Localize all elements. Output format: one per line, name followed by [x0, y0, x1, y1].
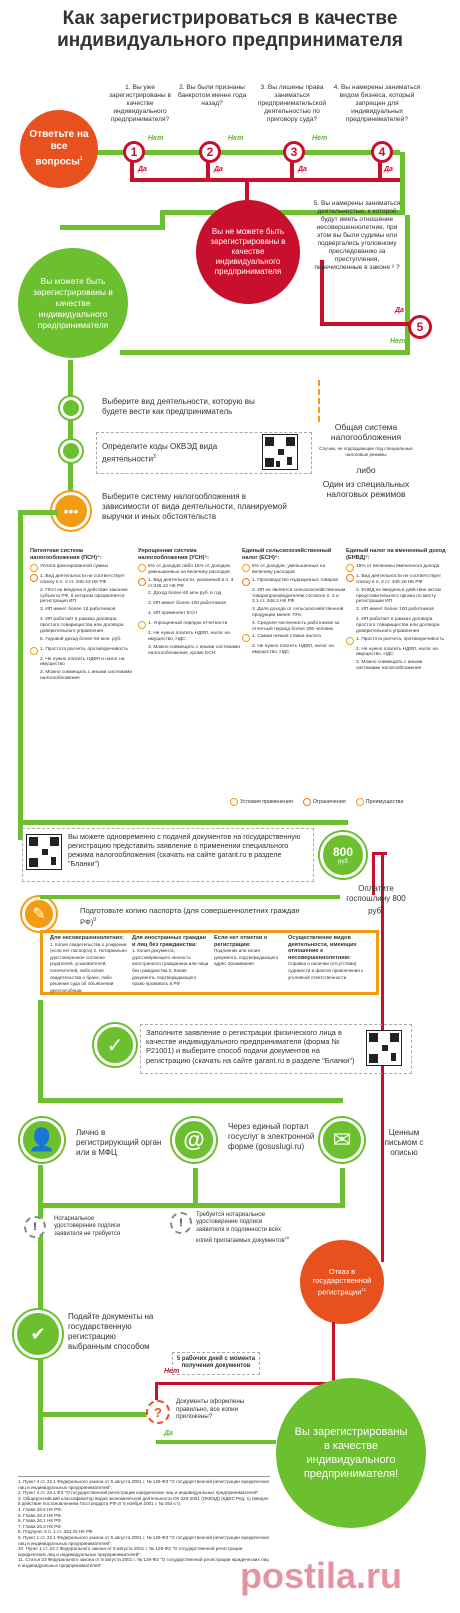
restriction-icon — [138, 578, 146, 586]
notary-required-text: Требуется нотариальное удостоверение подписи заявителя и подлинности всех копий прилагаемых документов — [196, 1212, 285, 1245]
method-online-text: Через единый портал госуслуг в электронной форме (gosuslugi.ru) — [228, 1122, 315, 1151]
step-marker — [60, 440, 82, 462]
footnote: 7. Глава 26.3 НК РФ. — [18, 1523, 63, 1529]
tax-item-text: 2. ЕНВД не введена в действие актом представительного органа по месту регистрации ИП — [356, 587, 441, 605]
method-online-button[interactable] — [172, 1118, 216, 1162]
tax-item — [346, 647, 446, 659]
tax-item — [138, 631, 242, 643]
flow-line — [340, 1168, 345, 1203]
restriction-icon — [30, 574, 38, 582]
yes-label: Да — [384, 166, 393, 173]
question-2-marker: 2 — [199, 141, 221, 163]
restriction-icon — [346, 574, 354, 582]
docs-text: Справка о наличии (отсутствии) судимости и фактов привлечения к уголовной ответственности — [288, 961, 364, 980]
footnote: 10. Пункт 1 ст. 22.1 Федерального закона от 8 августа 2001 г. № 129-ФЗ "О государственной регистрации юридических лиц и индивидуальных предпринимателей". — [18, 1546, 243, 1557]
tax-item-text: 3. ИП имеет более 15 работников — [40, 607, 116, 613]
general-tax-title: Общая система налогообложения — [330, 422, 402, 442]
okved-label: Определите коды ОКВЭД вида деятельности — [102, 442, 218, 464]
refusal-circle — [300, 1240, 384, 1324]
method-mail-button[interactable] — [320, 1118, 364, 1162]
docs-title: Осуществление видов деятельности, имеющих отношение к несовершеннолетним: — [288, 935, 357, 961]
tax-item-text: 4. ИП работает в рамках договора простого товарищества или договора доверительного управления — [356, 617, 440, 634]
info-icon: ! — [170, 1212, 192, 1234]
notary-not-required: Нотариальное удостоверение подписи заявителя не требуется — [54, 1216, 121, 1237]
no-label: Нет — [312, 135, 328, 142]
flow-line — [40, 895, 340, 899]
fee-unit: руб — [338, 859, 348, 865]
method-mail-text: Ценным письмом с описью — [384, 1128, 424, 1157]
footnotes — [18, 1476, 270, 1569]
legend-item — [356, 798, 404, 806]
no-label: Нет — [164, 1368, 180, 1375]
tax-item-text: 3. Можно совмещать с иными системами налогообложения — [356, 660, 423, 671]
tax-item-text: 6% от доходов либо 15% от доходов, уменьшенных на величину расходов — [148, 564, 231, 575]
tax-item — [138, 601, 242, 609]
tax-item-text: 1. Самая низкая ставка налога — [252, 634, 321, 640]
footnote: 4. Глава 26.5 НК РФ. — [18, 1506, 63, 1512]
qr-code-icon[interactable] — [26, 834, 62, 870]
tax-item — [138, 578, 242, 590]
tax-item-text: 2. Не нужно платить НДФЛ, налог на имущество, НДС — [252, 644, 334, 656]
footnote: 5. Глава 26.2 НК РФ. — [18, 1512, 63, 1518]
advantage-icon — [138, 621, 146, 629]
question-4-text: 4. Вы намерены заниматься видом бизнеса, который запрещен для индивидуальных предпринимателей? — [333, 84, 421, 123]
general-tax-note: Случаи, не подпадающие под специальные налоговые режимы — [319, 446, 413, 457]
question-4-marker: 4 — [371, 141, 393, 163]
tax-item — [242, 644, 346, 656]
special-tax-title: Один из специальных налоговых режимов — [322, 479, 410, 500]
advantage-icon — [30, 647, 38, 655]
fee-text — [346, 884, 406, 917]
footnote: 8. Подпункт 6 п. 1 ст. 333.33 НК РФ. — [18, 1529, 94, 1535]
flow-line — [60, 225, 165, 230]
tax-system-title: Единый налог на вмененный доход (ЕНВД)⁷: — [346, 548, 446, 561]
tax-item-text: 3. ИП имеет более 100 работников — [356, 607, 434, 613]
qr-code-icon[interactable] — [366, 1030, 402, 1066]
tax-item-text: 4. Средняя численность работников за отчетный период более 300 человек — [252, 620, 340, 632]
question-1-text: 1. Вы уже зарегистрированы в качестве индивидуального предпринимателя? — [109, 84, 171, 123]
yes-label: Да — [214, 166, 223, 173]
flow-line — [155, 1382, 335, 1385]
restriction-icon — [242, 578, 250, 586]
tax-item-text: 2. Не нужно платить НДФЛ, налог на имущество, НДС — [356, 646, 438, 658]
application-text: Заполните заявление о регистрации физического лица в качестве индивидуального предпринимателя (форма № Р21001) и выберите способ подачи документов на регистрацию (скачать на сайте garant.ru в разделе "Бланки") — [146, 1028, 355, 1065]
docs-minors-activity — [288, 935, 372, 981]
restriction-icon — [303, 798, 311, 806]
tax-item — [346, 637, 446, 645]
question-3-text: 3. Вы лишены права заниматься предпринимательской деятельностью по приговору суда? — [257, 84, 327, 123]
flow-line — [130, 178, 400, 182]
tax-item — [138, 611, 242, 619]
tax-item-text: 15% от величины вмененного дохода — [356, 564, 440, 570]
tax-item-text: 4. ИП работает в рамках договора простого товарищества или договора доверительного управления — [40, 617, 124, 634]
choose-tax-text: Выберите систему налогообложения в зависимости от вида деятельности, планируемой выручки и иных обстоятельств — [102, 492, 287, 521]
tax-item — [346, 588, 446, 605]
flow-line — [70, 150, 400, 155]
general-tax-or: либо — [356, 465, 376, 476]
docs-minors — [50, 935, 128, 994]
tax-item-text: 2. Не нужно платить НДФЛ и налог на имущество — [40, 656, 125, 668]
question-1-marker: 1 — [123, 141, 145, 163]
flow-line — [38, 1412, 158, 1417]
docs-text: 1. Копия свидетельства о рождении (если нет паспорта) 2. Нотариально удостоверенное согласие родителей, усыновителей, попечителей, либо копия свидетельства о браке, либо решение суда об объявлении дееспособным — [50, 941, 127, 993]
tax-item-text: 2. ПСН не введена в действие законом субъекта РФ, в котором оформляется регистрация ИП — [40, 587, 128, 605]
tax-item-text: 5. Годовой доход более 60 млн. руб. — [40, 636, 122, 642]
condition-icon — [30, 564, 38, 572]
notary-required — [196, 1212, 292, 1246]
tax-item-text: 1. Простота расчета, противоречивость — [356, 636, 445, 642]
footnote-ref: 8 — [381, 906, 384, 912]
tax-item — [30, 607, 134, 615]
question-3-marker: 3 — [283, 141, 305, 163]
docs-text: Подлинник или копия документа, подтверждающего адрес проживания — [214, 948, 279, 967]
tax-item — [30, 647, 134, 655]
legend — [230, 798, 403, 806]
passport-icon: ✎ — [22, 897, 56, 931]
fee-label: Оплатите госпошлину 800 руб — [346, 884, 406, 916]
tax-item — [30, 564, 134, 572]
tax-item-text: 3. Доля дохода от сельскохозяйственной продукции менее 70% — [252, 607, 344, 618]
fee-amount: 800 — [332, 845, 354, 859]
person-icon: 👤 — [28, 1127, 56, 1152]
advantage-icon — [242, 634, 250, 642]
tax-item-text: Уплата фиксированной суммы — [40, 564, 109, 570]
tax-item-text: 1. Вид деятельности не соответствует списку в п. 2 ст. 346.43 НК РФ — [40, 574, 126, 585]
check-question: Документы оформлены правильно, все копии приложены? — [176, 1398, 245, 1421]
dashed-connector — [318, 380, 322, 422]
tax-system-envd — [346, 548, 446, 674]
page-title: Как зарегистрироваться в качестве индивидуального предпринимателя — [57, 8, 403, 51]
tax-item-text: 2. Не нужно платить НДФЛ, налог на имущество, НДС — [148, 631, 230, 643]
tax-item — [346, 607, 446, 615]
question-5-text: 5. Вы намерены заниматься деятельностью, к которой будут иметь отношение несовершеннолетние, при этом вы были судимы или подвергались уголовному преследованию за преступления, перечисленные в законе ² ? — [313, 200, 401, 271]
no-label: Нет — [148, 135, 164, 142]
tax-item — [242, 621, 346, 633]
no-label: Нет — [228, 135, 244, 142]
flow-line — [18, 510, 58, 515]
question-icon: ? — [146, 1400, 170, 1424]
watermark: postila.ru — [240, 1555, 403, 1596]
flow-line — [18, 820, 348, 825]
docs-title: Для иностранных граждан и лиц без гражданства: — [132, 935, 206, 948]
tax-item — [242, 564, 346, 576]
tax-item-text: 3. Можно совмещать с иными системами налогообложения, кроме ЕСН — [148, 644, 241, 656]
method-person-text: Лично в регистрирующий орган или в МФЦ — [76, 1128, 162, 1157]
tax-item-text: 1. Вид деятельности, указанный в п. 3 ст.346.12 НК РФ — [148, 577, 234, 589]
tax-item — [346, 574, 446, 586]
tax-item — [346, 660, 446, 672]
tax-item — [138, 621, 242, 629]
footnote-ref: 10 — [284, 1235, 290, 1241]
start-circle — [20, 110, 98, 188]
tax-system-psn — [30, 548, 134, 684]
footnote: 2. Пункт 4 ст. 22.1 ФЗ "О государственной регистрации юридических лиц и индивидуальных предпринимателей". — [18, 1490, 260, 1496]
tax-item — [30, 588, 134, 605]
footnote-ref: 3 — [153, 454, 156, 460]
tax-item-text: 2. ИП не является сельскохозяйственным товаропроизводителем согласно п. 2 и 2.1 ст. 346.2 НК РФ — [252, 587, 346, 605]
yes-label: Да — [395, 307, 404, 314]
docs-title: Для несовершеннолетних: — [50, 935, 125, 941]
fee-circle — [320, 832, 366, 878]
footnote-ref: 11 — [361, 1287, 367, 1293]
can-register-text: Вы можете быть зарегистрированы в качестве индивидуального предпринимателя — [33, 275, 113, 330]
footnote: 9. Пункт 1 ст. 22.1 Федерального закона от 8 августа 2001 г. № 129-ФЗ "О государственной регистрации юридических лиц и индивидуальных предпринимателей". — [18, 1534, 270, 1546]
flow-line — [38, 1000, 43, 1100]
footnote: 6. Глава 26.1 НК РФ. — [18, 1518, 63, 1524]
tax-item — [242, 607, 346, 619]
passport-text — [80, 906, 300, 927]
tax-item-text: 6% от доходов, уменьшенных на величину расходов — [252, 564, 326, 575]
flow-line — [40, 930, 376, 933]
passport-label: Подготовьте копию паспорта (для совершеннолетних граждан РФ) — [80, 906, 300, 927]
question-5-marker: 5 — [408, 315, 432, 339]
method-person-button[interactable] — [20, 1118, 64, 1162]
tax-item — [242, 578, 346, 586]
at-icon: @ — [183, 1127, 205, 1152]
tax-item — [346, 617, 446, 634]
tax-item — [30, 637, 134, 645]
footnote: 11. Статья 23 Федерального закона от 8 августа 2001 г. № 129-ФЗ "О государственной регистрации юридических лиц и индивидуальных предпринимателей". — [18, 1557, 269, 1568]
qr-code-icon[interactable] — [262, 434, 298, 470]
condition-icon — [242, 564, 250, 572]
tax-item-text: 1. Упрощенный порядок отчетности — [148, 621, 228, 627]
final-circle — [276, 1378, 426, 1528]
tax-system-title: Патентная система налогообложения (ПСН)⁴: — [30, 548, 102, 561]
flow-line — [120, 350, 410, 355]
docs-no-registration — [214, 935, 284, 968]
tax-item — [30, 657, 134, 669]
flow-line — [38, 1203, 345, 1208]
start-label: Ответьте на все вопросы — [29, 129, 89, 168]
tax-item — [242, 634, 346, 642]
tax-item — [242, 588, 346, 605]
tax-item — [30, 617, 134, 634]
tax-item-text: 3. Можно совмещать с иными системами налогообложения — [40, 670, 133, 681]
tax-item — [346, 564, 446, 572]
condition-icon — [138, 564, 146, 572]
docs-text: 1. Копия документа, удостоверяющего личность иностранного гражданина или лица без гражданства 2. Копия документа, подтверждающего право проживать в РФ — [132, 948, 209, 987]
tax-item — [138, 591, 242, 599]
tax-item — [30, 670, 134, 682]
tax-item — [138, 564, 242, 576]
final-text: Вы зарегистрированы в качестве индивидуального предпринимателя! — [294, 1426, 408, 1480]
can-register-circle — [18, 248, 128, 358]
tax-system-usn — [138, 548, 242, 659]
yes-label: Да — [164, 1430, 173, 1437]
condition-icon — [346, 564, 354, 572]
advantage-icon — [356, 798, 364, 806]
footnote: 3. Общероссийский классификатор видов экономической деятельности ОК 029-2001 (ОКВЭД) (КДЕС Ред. 1) (введен в действие постановлением Госстандарта РФ от 6 ноября 2001 г. № 454-ст). — [18, 1495, 269, 1507]
tax-system-title: Упрощенная система налогообложения (УСН)⁵: — [138, 548, 210, 561]
tax-item — [30, 574, 134, 586]
refusal-text: Отказ в государственной регистрации — [312, 1267, 372, 1297]
general-tax-block — [318, 422, 414, 499]
flow-line — [40, 930, 43, 992]
application-form-icon: ✓ — [94, 1024, 136, 1066]
tax-item-text: 3. ИП имеет более 100 работников — [148, 601, 226, 607]
tax-item — [138, 645, 242, 657]
tax-item-text: 1. Простота расчета, противоречивость — [40, 646, 129, 652]
processing-days: 5 рабочих дней с момента получения документов — [172, 1352, 260, 1375]
flow-line — [376, 930, 379, 992]
docs-foreign — [132, 935, 210, 988]
flow-line — [193, 1168, 198, 1203]
condition-icon — [230, 798, 238, 806]
no-label: Нет — [390, 338, 406, 345]
yes-label: Да — [138, 166, 147, 173]
tax-system-esn — [242, 548, 346, 658]
yes-label: Да — [298, 166, 307, 173]
flow-line — [332, 1322, 335, 1384]
legend-label: Преимущества — [365, 799, 404, 805]
legend-item — [303, 798, 346, 806]
flow-line — [156, 1440, 276, 1444]
mail-icon: ✉ — [332, 1127, 352, 1152]
flow-line — [38, 1098, 343, 1103]
okved-text — [102, 442, 252, 465]
flow-line — [38, 1362, 43, 1417]
flow-line — [18, 510, 23, 840]
docs-title: Если нет отметки о регистрации: — [214, 935, 268, 948]
choose-activity-text: Выберите вид деятельности, которую вы будете вести как предприниматель — [102, 397, 255, 416]
step-marker — [60, 397, 82, 419]
tax-step-icon: ••• — [52, 492, 90, 530]
submit-icon: ✔ — [14, 1310, 62, 1358]
tax-item-text: 2. Доход более 60 млн руб. в год — [148, 591, 222, 597]
info-icon: ! — [24, 1216, 46, 1238]
submit-text: Подайте документы на государственную регистрацию выбранным способом — [68, 1312, 154, 1351]
special-regime-text: Вы можете одновременно с подачей документов на государственную регистрацию представить заявление о применении специального режима налогообложения (скачать на сайте garant.ru в разделе "Бланки") — [68, 832, 301, 868]
footnote: 1. Пункт 4 ст. 22.1 Федерального закона от 8 августа 2001 г. № 129-ФЗ "О государственной регистрации юридических лиц и индивидуальных предпринимателей". — [18, 1479, 270, 1490]
legend-item — [230, 798, 293, 806]
question-2-text: 2. Вы были признаны банкротом менее года назад? — [177, 84, 247, 107]
cannot-register-circle — [196, 200, 300, 304]
tax-system-title: Единый сельскохозяйственный налог (ЕСН)⁶: — [242, 548, 332, 561]
footnote-ref: 1 — [79, 156, 83, 163]
advantage-icon — [346, 637, 354, 645]
legend-label: Условия применения — [240, 799, 293, 805]
flow-line — [68, 360, 73, 500]
cannot-register-text: Вы не можете быть зарегистрированы в качестве индивидуального предпринимателя — [210, 227, 286, 276]
tax-item-text: 1. Вид деятельности не соответствует списку в п. 2 ст. 346.26 НК РФ — [356, 574, 442, 585]
footnote-ref: 9 — [93, 916, 97, 923]
tax-item-text: 4. ИП применяет ЕСН — [148, 611, 197, 617]
flow-line — [320, 322, 410, 326]
tax-item-text: 1. Производство подакцизных товаров — [252, 577, 338, 583]
legend-label: Ограничения — [312, 799, 346, 805]
